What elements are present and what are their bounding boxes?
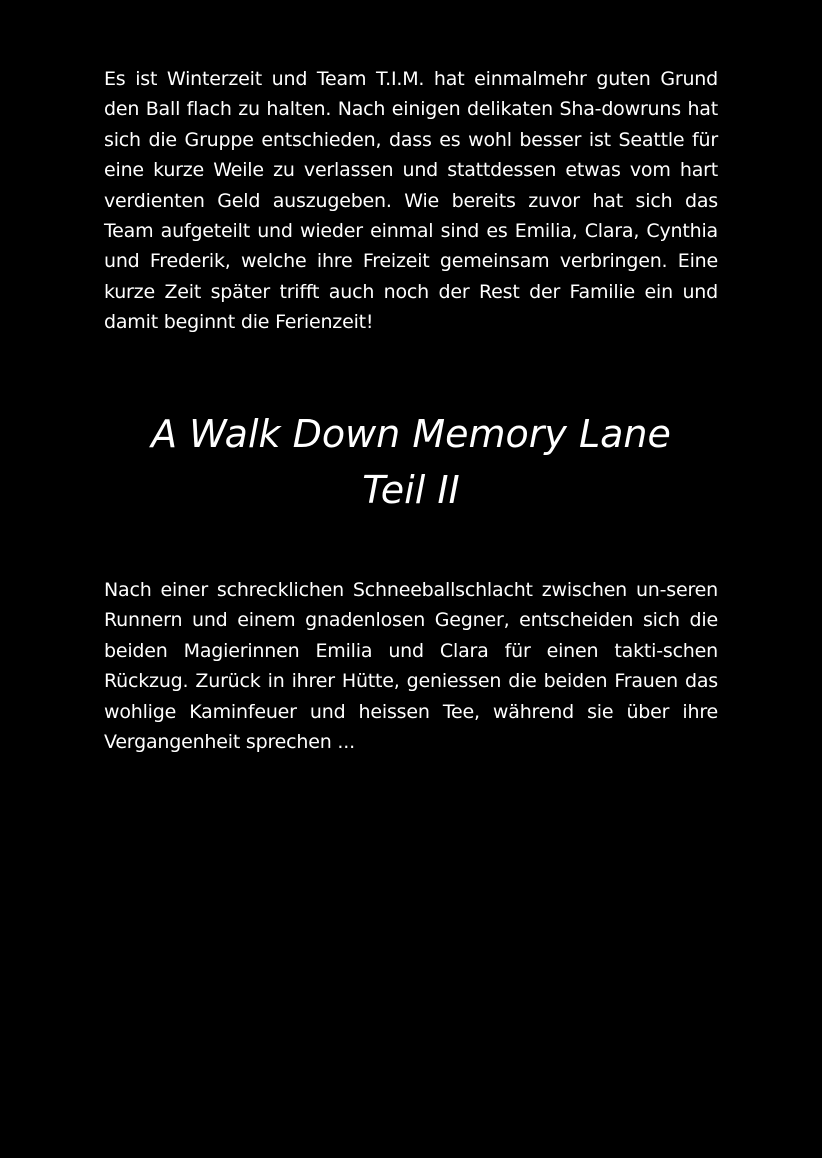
chapter-title-main: A Walk Down Memory Lane [151,412,671,456]
chapter-title-part: Teil II [362,468,460,512]
intro-paragraph: Es ist Winterzeit und Team T.I.M. hat einmalmehr guten Grund den Ball flach zu halten. Nach einigen delikaten Sha-dowruns hat sich die Gruppe entschieden, dass es wohl besser ist Seattle für eine kurze Weile zu verlassen und stattdessen etwas vom hart verdienten Geld auszugeben. Wie bereits zuvor hat sich das Team aufgeteilt und wieder einmal sind es Emilia, Clara, Cynthia und Frederik, welche ihre Freizeit gemeinsam verbringen. Eine kurze Zeit später trifft auch noch der Rest der Familie ein und damit beginnt die Ferienzeit! [104,68,718,334]
recap-paragraph: Nach einer schrecklichen Schneeballschlacht zwischen un-seren Runnern und einem gnadenlosen Gegner, entscheiden sich die beiden Magierinnen Emilia und Clara für einen takti-schen Rückzug. Zurück in ihrer Hütte, geniessen die beiden Frauen das wohlige Kaminfeuer und heissen Tee, während sie über ihre Vergangenheit sprechen ... [104,579,718,754]
chapter-title [80,406,742,518]
